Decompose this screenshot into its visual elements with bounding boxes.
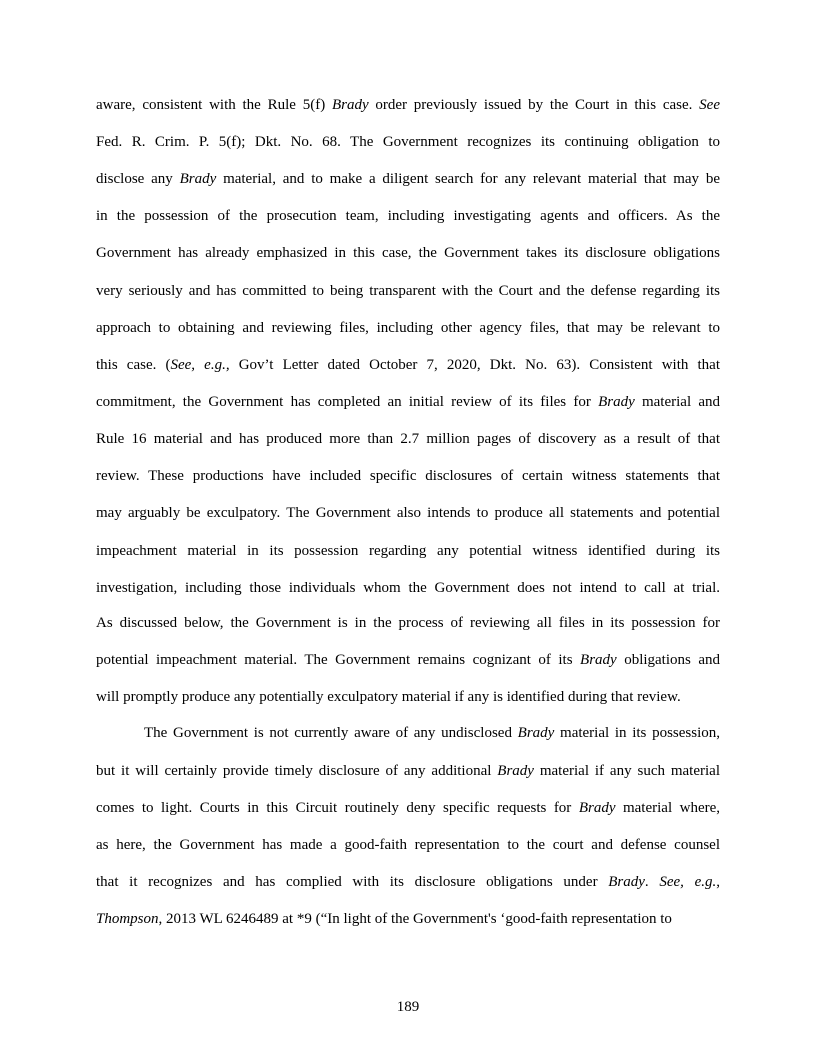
text-run: very seriously and has committed to being transparent with the Court and the defense regarding its (96, 283, 720, 299)
text-run: commitment, the Government has completed an initial review of its files for (96, 394, 599, 410)
text-run: this case. ( (96, 357, 171, 373)
italic-text-run: Brady (608, 874, 645, 890)
text-line (96, 206, 720, 226)
text-run: disclose any (96, 171, 180, 187)
italic-text-run: See, e.g., (170, 357, 230, 373)
text-line (96, 872, 720, 892)
text-line (96, 541, 720, 561)
text-run: . (644, 874, 660, 890)
text-run: potential impeachment material. The Government remains cognizant of its (96, 652, 581, 668)
text-line (144, 723, 720, 743)
document-page (96, 0, 720, 1056)
text-line (96, 835, 720, 855)
text-line (96, 318, 720, 338)
text-line (96, 392, 720, 412)
text-line (96, 281, 720, 301)
text-line (96, 798, 720, 818)
italic-text-run: Brady (331, 97, 369, 113)
text-run: , 2013 WL 6246489 at *9 (“In light of the Government's ‘good-faith representation to (158, 911, 672, 927)
italic-text-run: See (699, 97, 720, 113)
text-run: investigation, including those individuals whom the Government does not intend to call at trial. (96, 580, 720, 596)
text-line (96, 578, 720, 598)
text-run: but it will certainly provide timely disclosure of any additional (96, 763, 498, 779)
page-number: 189 (396, 999, 420, 1015)
text-run: The Government is not currently aware of any undisclosed (144, 725, 518, 741)
text-run: Rule 16 material and has produced more than 2.7 million pages of discovery as a result of that (96, 431, 720, 447)
text-run: aware, consistent with the Rule 5(f) (96, 97, 332, 113)
text-line (96, 169, 720, 189)
text-run: Fed. R. Crim. P. 5(f); Dkt. No. 68. The Government recognizes its continuing obligation to (96, 134, 720, 150)
text-line (96, 243, 720, 263)
text-line (96, 429, 720, 449)
text-run: that it recognizes and has complied with its disclosure obligations under (96, 874, 609, 890)
text-line (96, 355, 720, 375)
text-run: impeachment material in its possession regarding any potential witness identified during its (96, 543, 720, 559)
text-line (96, 650, 720, 670)
text-run: obligations and (616, 652, 720, 668)
text-run: material where, (615, 800, 721, 816)
italic-text-run: Thompson (96, 911, 159, 927)
text-run: material in its possession, (554, 725, 721, 741)
text-run: As discussed below, the Government is in the process of reviewing all files in its possession for (96, 615, 720, 631)
italic-text-run: See, e.g. (659, 874, 717, 890)
text-run: material and (634, 394, 721, 410)
text-run: as here, the Government has made a good-faith representation to the court and defense counsel (96, 837, 720, 853)
text-line (96, 503, 720, 523)
text-line (96, 95, 720, 115)
text-line (96, 466, 720, 486)
text-run: approach to obtaining and reviewing files, including other agency files, that may be relevant to (96, 320, 720, 336)
text-run: Government has already emphasized in this case, the Government takes its disclosure obligations (96, 245, 720, 261)
text-line (96, 687, 720, 707)
text-run: material if any such material (533, 763, 720, 779)
italic-text-run: Brady (497, 763, 534, 779)
text-run: may arguably be exculpatory. The Government also intends to produce all statements and potential (96, 505, 720, 521)
text-run: material, and to make a diligent search for any relevant material that may be (216, 171, 721, 187)
text-run: in the possession of the prosecution team, including investigating agents and officers. As the (96, 208, 720, 224)
italic-text-run: Brady (580, 652, 617, 668)
italic-text-run: Brady (598, 394, 635, 410)
text-line (96, 761, 720, 781)
italic-text-run: Brady (517, 725, 555, 741)
text-line (96, 613, 720, 633)
italic-text-run: Brady (578, 800, 616, 816)
text-run: comes to light. Courts in this Circuit routinely deny specific requests for (96, 800, 579, 816)
text-run: review. These productions have included specific disclosures of certain witness statements that (96, 468, 720, 484)
text-run: , (716, 874, 720, 890)
italic-text-run: Brady (179, 171, 217, 187)
text-run: Gov’t Letter dated October 7, 2020, Dkt. No. 63). Consistent with that (229, 357, 720, 373)
text-run: order previously issued by the Court in this case. (368, 97, 700, 113)
text-line (96, 909, 720, 929)
text-run: will promptly produce any potentially exculpatory material if any is identified during that review. (96, 689, 681, 705)
text-line (96, 132, 720, 152)
